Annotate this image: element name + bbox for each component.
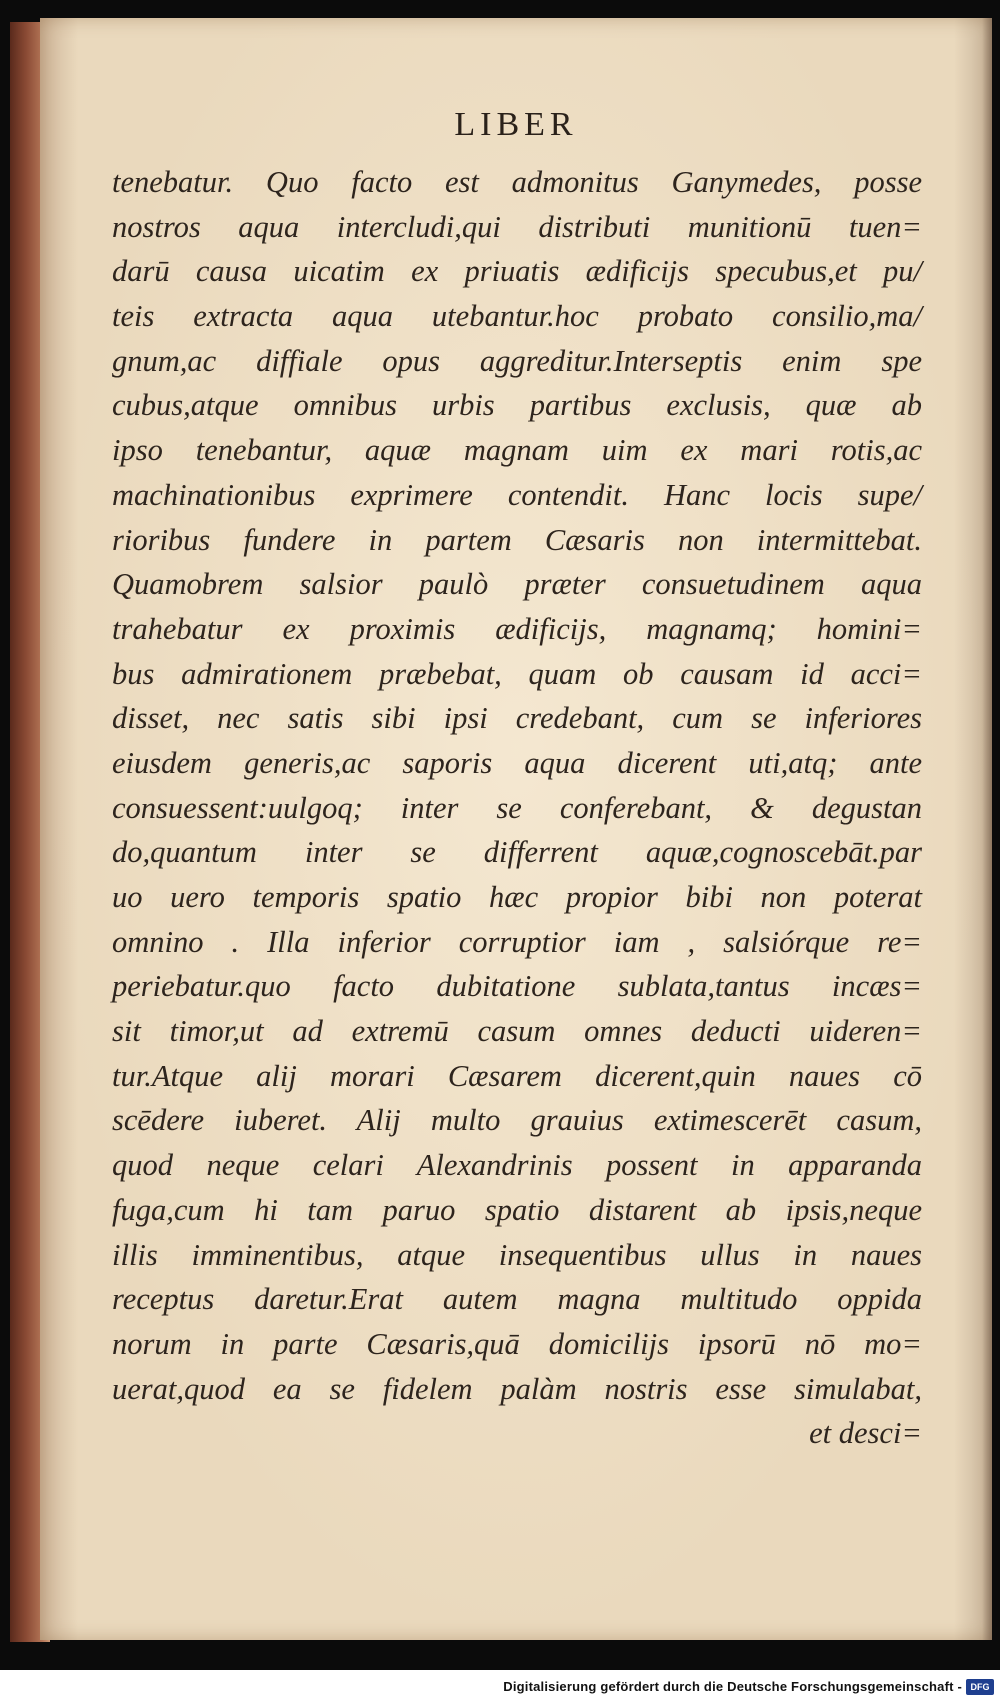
page-right-edge — [982, 18, 992, 1640]
text-line: disset, nec satis sibi ipsi credebant, cum se inferiores — [112, 701, 922, 736]
text-line: scēdere iuberet. Alij multo grauius extimescerēt casum, — [112, 1103, 922, 1138]
text-line: uo uero temporis spatio hæc propior bibi non poterat — [112, 880, 922, 914]
text-line: norum in parte Cæsaris,quā domicilijs ipsorū nō mo= — [112, 1326, 922, 1361]
running-head: LIBER — [454, 106, 578, 143]
book-page — [40, 18, 992, 1640]
funding-credit: Digitalisierung gefördert durch die Deutsche Forschungsgemeinschaft - — [503, 1679, 962, 1694]
text-line: uerat,quod ea se fidelem palàm nostris esse simulabat, — [112, 1371, 922, 1406]
text-line: nostros aqua intercludi,qui distributi munitionū tuen= — [112, 209, 922, 244]
text-line: tur.Atque alij morari Cæsarem dicerent,quin naues cō — [112, 1058, 922, 1093]
text-line: rioribus fundere in partem Cæsaris non intermittebat. — [112, 522, 922, 557]
text-line: machinationibus exprimere contendit. Hanc locis supe/ — [112, 477, 922, 512]
text-line: receptus daretur.Erat autem magna multitudo oppida — [112, 1282, 922, 1317]
text-line: ipso tenebantur, aquæ magnam uim ex mari rotis,ac — [112, 433, 922, 468]
text-line: darū causa uicatim ex priuatis ædificijs specubus,et pu/ — [112, 254, 922, 289]
text-line: tenebatur. Quo facto est admonitus Ganymedes, posse — [112, 165, 922, 199]
text-line: cubus,atque omnibus urbis partibus exclusis, quæ ab — [112, 388, 922, 423]
text-line: fuga,cum hi tam paruo spatio distarent ab ipsis,neque — [112, 1192, 922, 1227]
text-line: trahebatur ex proximis ædificijs, magnamq; homini= — [112, 611, 922, 646]
text-line: teis extracta aqua utebantur.hoc probato consilio,ma/ — [112, 299, 922, 334]
text-line: do,quantum inter se differrent aquæ,cognoscebāt.par — [112, 835, 922, 870]
text-line: illis imminentibus, atque insequentibus ullus in naues — [112, 1237, 922, 1272]
text-line: Quamobrem salsior paulò præter consuetudinem aqua — [112, 567, 922, 602]
text-line: quod neque celari Alexandrinis possent in apparanda — [112, 1148, 922, 1183]
text-line: consuessent:uulgoq; inter se conferebant, & degustan — [112, 790, 922, 825]
catchword-line: et desci= — [809, 1416, 922, 1451]
page-text-block — [112, 160, 922, 1456]
text-line: sit timor,ut ad extremū casum omnes deducti uideren= — [112, 1014, 922, 1049]
text-line: periebatur.quo facto dubitatione sublata,tantus incæs= — [112, 969, 922, 1004]
text-line: gnum,ac diffiale opus aggreditur.Interseptis enim spe — [112, 343, 922, 378]
text-line: eiusdem generis,ac saporis aqua dicerent uti,atq; ante — [112, 745, 922, 780]
footer-bar — [0, 1670, 1000, 1700]
dfg-logo-icon: DFG — [966, 1679, 994, 1695]
text-line: bus admirationem præbebat, quam ob causam id acci= — [112, 656, 922, 691]
text-line: omnino . Illa inferior corruptior iam , salsiórque re= — [112, 924, 922, 959]
